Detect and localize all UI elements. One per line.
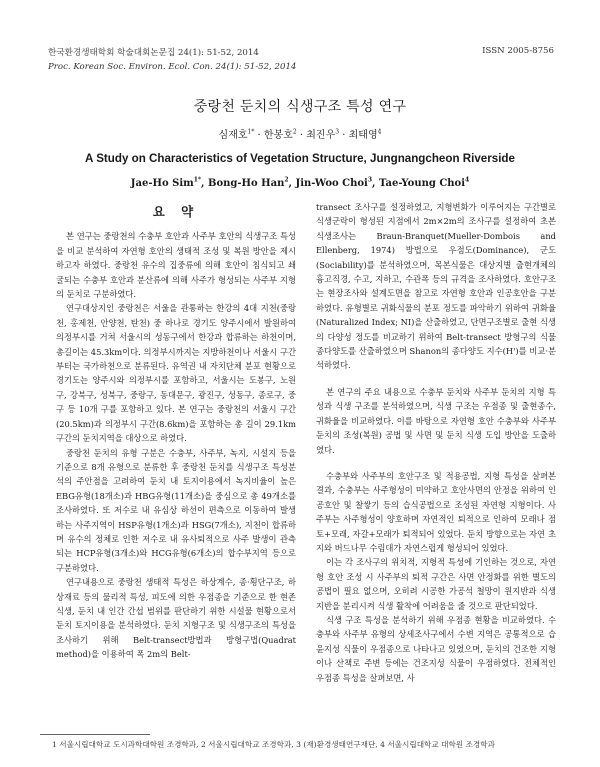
abstract-paragraph: 연구대상지인 중랑천은 서울을 관통하는 한강의 4대 지천(중랑천, 홍제천, 안양천, 탄천) 중 하나로 경기도 양주시에서 발원하여 의정부시를 거쳐 서울시의 성동구에서 한강과 합류하는 하천이며, 총길이는 45.3km이다. 의정부시까지는 지방하천이나 서울시 구간부터는 국가하천으로 분류된다. 유역권 내 자치단체 분포 현황으로 경기도는 양주시와 의정부시를 포함하고, 서울시는 도봉구, 노원구, 강북구, 성북구, 중랑구, 동대문구, 광진구, 성동구, 종로구, 중구 등 10개 구를 포함하고 있다. 본 연구는 중랑천의 서울시 구간(20.5km)과 의정부시 구간(8.6km)을 포함하는 총 길이 29.1km 구간의 둔치지역을 대상으로 하였다. bbox=[56, 303, 296, 444]
author-affil-mark: 2 bbox=[292, 128, 297, 136]
abstract-paragraph: 연구내용으로 중랑천 생태적 특성은 하상계수, 종·횡단구조, 하상재료 등의 물리적 특성, 피도에 의한 우점종을 기준으로 한 현존식생, 둔치 내 인간 간섭 범위를 판단하기 위한 시설물 현황으로서 둔치 토지이용을 분석하였다. 둔치 지형구조 및 식생구조의 특성을 조사하기 위해 Belt-transect방법과 방형구법(Quadrat method)을 이용하여 폭 2m의 Belt- bbox=[56, 577, 296, 660]
author-affil-mark: 3 bbox=[367, 176, 373, 184]
author-name: Jin-Woo Choi bbox=[295, 178, 368, 189]
abstract-paragraph: 수충부와 사주부의 호안구조 및 적용공법, 지형 특성을 살펴본 결과, 수충부는 사주형성이 미약하고 호안사면의 안정을 위하여 인공호안 및 찰쌓기 등의 습식공법으로 조성된 자연형 지형이다. 사주부는 사주형성이 양호하며 자연적인 퇴적으로 인하여 모래나 점토+모래, 자갈+모래가 퇴적되어 있었다. 둔치 방향으로는 자연 초지와 버드나무 수림대가 자연스럽게 형성되어 있었다. bbox=[316, 470, 556, 553]
author-separator: , bbox=[201, 178, 208, 189]
journal-citation-en: Proc. Korean Soc. Environ. Ecol. Con. 24(1): 51-52, 2014 bbox=[48, 62, 297, 72]
author-affil-mark: 4 bbox=[377, 128, 382, 136]
affiliation-footnote: 1 서울시립대학교 도시과학대학원 조경학과, 2 서울시립대학교 조경학과, 3 (재)환경생태연구재단, 4 서울시립대학교 대학원 조경학과 bbox=[52, 740, 495, 749]
author-separator: · bbox=[254, 130, 264, 141]
author-name: Tae-Young Choi bbox=[379, 178, 466, 189]
abstract-paragraph: 이는 각 조사구의 위치적, 지형적 특성에 기인하는 것으로, 자연형 호안 조성 시 사주부의 퇴적 구간은 사면 안정화를 위한 별도의 공법이 필요 없으며, 오히려 시공한 가공석 철망이 원지반과 식생지반을 분리시켜 식생 활착에 어려움을 줄 것으로 판단되었다. bbox=[316, 557, 556, 611]
abstract-paragraph: 식생 구조 특성을 분석하기 위해 우점종 현황을 비교하였다. 수충부와 사주부 유형의 상세조사구에서 수변 지역은 공통적으로 습윤지성 식물이 우점종으로 나타나고 있었으며, 둔치의 건조한 지형이나 산책로 주변 등에는 건조지성 식물이 우점하였다. 전체적인 우점종 특성을 살펴보면, 사 bbox=[316, 614, 556, 683]
author-separator: · bbox=[339, 130, 349, 141]
abstract-paragraph: 본 연구는 중랑천의 수충부 호안과 사주부 호안의 식생구조 특성을 비교 분석하여 자연형 호안의 생태적 조성 및 복원 방안을 제시하고자 하였다. 중랑천 유수의 집중류에 의해 호안이 침식되고 쇄굴되는 수충부 호안과 분산류에 의해 사주가 형성되는 사주부 지형의 둔치로 구분하였다. bbox=[56, 231, 296, 300]
abstract-paragraph: transect 조사구를 설정하였고, 지형변화가 이루어지는 구간별로 식생군락이 형성된 지점에서 2m×2m의 조사구를 설정하여 초본식생조사는 Braun-Branquet(Mueller-Dombois and Ellenberg, 1974) 방법으로 우점도(Dominance), 군도(Sociability)를 분석하였으며, 목본식물은 대상지별 출현개체의 흉고직경, 수고, 지하고, 수관폭 등의 규격을 조사하였다. 호안구조는 현장조사와 설계도면을 참고로 자연형 호안과 인공호안을 구분하였다. 유형별로 귀화식물의 분포 정도를 파악하기 위하여 귀화율(Naturalized Index; NI)을 산출하였고, 단면구조별로 출현 식생의 다양성 정도를 비교하기 위하여 Belt-transect 방형구의 식물종다양도를 산출하였으며 Shanon의 종다양도 지수(H')를 비교·분석하였다. bbox=[316, 202, 556, 371]
paper-title-en: A Study on Characteristics of Vegetation Structure, Jungnangcheon Riverside bbox=[85, 152, 515, 165]
author-affil-mark: 2 bbox=[284, 176, 289, 184]
abstract-paragraph: 본 연구의 주요 내용으로 수충부 둔치와 사주부 둔치의 지형 특성과 식생 구조를 분석하였으며, 식생 구조는 우점종 및 출현종수, 귀화율을 비교하였다. 이를 바탕으로 자연형 호안 수충부와 사주부 둔치의 조성(복원) 공법 및 사면 및 둔치 식생 도입 방안을 도출하였다. bbox=[316, 386, 556, 455]
issn: ISSN 2005-8756 bbox=[482, 46, 554, 56]
author-name: 한봉호 bbox=[263, 130, 293, 141]
journal-citation-ko: 한국환경생태학회 학술대회논문집 24(1): 51-52, 2014 bbox=[48, 48, 259, 58]
author-separator: , bbox=[372, 178, 379, 189]
author-affil-mark: 3 bbox=[335, 128, 340, 136]
paper-title-ko: 중랑천 둔치의 식생구조 특성 연구 bbox=[193, 99, 407, 115]
author-affil-mark: 4 bbox=[465, 176, 470, 184]
author-name: 심재호 bbox=[218, 130, 248, 141]
abstract-heading: 요 약 bbox=[152, 204, 200, 219]
abstract-paragraph: 중랑천 둔치의 유형 구분은 수충부, 사주부, 녹지, 시설지 등을 기준으로 8개 유형으로 분류한 후 중랑천 둔치를 식생구조 특성분석의 주안점을 고려하여 둔치 내 토지이용에서 녹지비율이 높은 EBG유형(18개소)과 HBG유형(11개소)을 중심으로 총 49개소를 조사하였다. 또 저수로 내 유심상 하선이 편측으로 이동하여 발생하는 사주지역이 HSP유형(1개소)과 HSG(7개소), 지천이 합류하며 유수의 정체로 인한 저수로 내 유사퇴적으로 사주 발생이 관측되는 HCP유형(3개소)와 HCG유형(6개소)의 합수부지역 등으로 구분하였다. bbox=[56, 447, 296, 573]
authors-ko bbox=[0, 126, 600, 141]
author-name: 최태영 bbox=[348, 130, 378, 141]
abstract-right-column bbox=[316, 200, 556, 685]
author-separator: , bbox=[288, 178, 296, 189]
abstract-left-column bbox=[56, 205, 296, 662]
author-name: Bong-Ho Han bbox=[208, 178, 285, 189]
footnote-divider bbox=[40, 734, 150, 735]
journal-citation bbox=[48, 46, 296, 74]
authors-en bbox=[0, 178, 600, 189]
author-affil-mark: 1* bbox=[247, 128, 255, 136]
author-name: 최진우 bbox=[306, 130, 336, 141]
author-name: Jae-Ho Sim bbox=[130, 178, 194, 189]
author-separator: · bbox=[296, 130, 307, 141]
author-affil-mark: 1* bbox=[193, 176, 202, 184]
